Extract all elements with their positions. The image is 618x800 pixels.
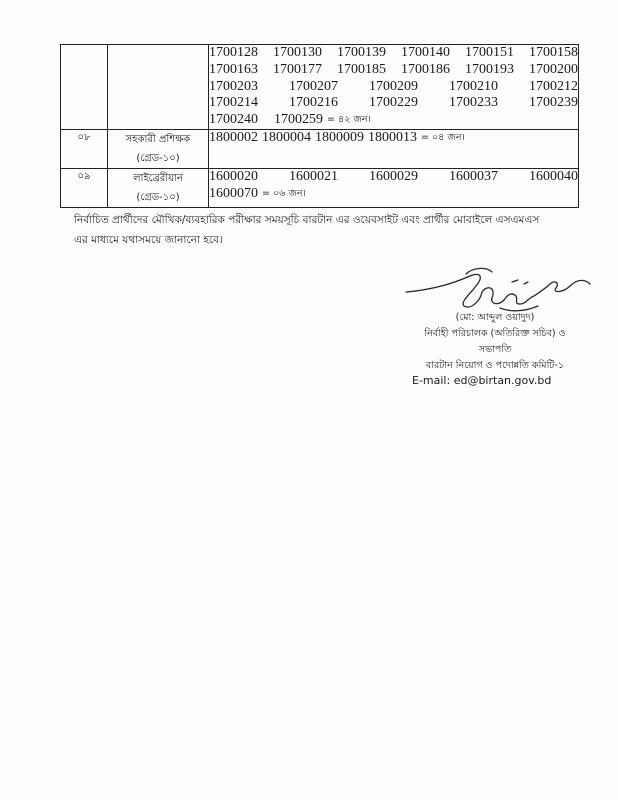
post-cell bbox=[108, 168, 209, 207]
post-name: লাইব্রেরীয়ান bbox=[133, 172, 183, 184]
candidate-total: = ০৪ জন। bbox=[421, 131, 465, 143]
post-cell bbox=[108, 45, 209, 130]
signatory-name: (মো: আব্দুল ওয়াদুদ) bbox=[455, 312, 535, 323]
roll-number: 1600020 bbox=[209, 168, 258, 184]
roll-number: 1700151 bbox=[465, 45, 514, 60]
post-cell bbox=[108, 129, 209, 168]
signatory-committee: বারটান নিয়োগ ও পদোন্নতি কমিটি-১ bbox=[425, 360, 565, 371]
roll-line bbox=[209, 62, 578, 79]
candidate-total: = ৪২ জন। bbox=[327, 114, 371, 126]
roll-numbers-cell bbox=[209, 129, 579, 168]
result-table bbox=[60, 44, 579, 208]
signatory-block bbox=[380, 310, 610, 374]
roll-number: 1600040 bbox=[529, 168, 578, 184]
roll-line bbox=[209, 130, 578, 147]
roll-line bbox=[209, 169, 578, 186]
roll-number: 1700163 bbox=[209, 61, 258, 77]
roll-number: 1700139 bbox=[337, 45, 386, 60]
roll-line bbox=[209, 45, 578, 62]
roll-number: 1600070 bbox=[209, 185, 258, 201]
roll-number: 1700210 bbox=[449, 78, 498, 94]
roll-line bbox=[209, 112, 578, 129]
post-name: সহকারী প্রশিক্ষক bbox=[125, 133, 191, 145]
table-row bbox=[61, 129, 579, 168]
roll-number: 1700239 bbox=[529, 95, 578, 111]
roll-line bbox=[209, 95, 578, 112]
serial-cell: ০৯ bbox=[61, 168, 108, 207]
roll-number: 1700207 bbox=[289, 78, 338, 94]
roll-number: 1700177 bbox=[273, 61, 322, 77]
roll-number: 1700216 bbox=[289, 95, 338, 111]
post-grade: (গ্রেড-১০) bbox=[136, 152, 180, 164]
roll-number: 1800009 bbox=[315, 129, 364, 145]
roll-number: 1800002 bbox=[209, 129, 258, 145]
roll-line bbox=[209, 79, 578, 96]
roll-line bbox=[209, 186, 578, 203]
roll-number: 1600021 bbox=[289, 168, 338, 184]
roll-number: 1700229 bbox=[369, 95, 418, 111]
roll-number: 1700214 bbox=[209, 95, 258, 111]
roll-number: 1700259 bbox=[274, 112, 323, 128]
roll-number: 1700193 bbox=[465, 61, 514, 77]
roll-number: 1700212 bbox=[529, 78, 578, 94]
roll-number: 1800013 bbox=[368, 129, 417, 145]
roll-number: 1700128 bbox=[209, 45, 258, 60]
signatory-email: E-mail: ed@birtan.gov.bd bbox=[412, 374, 552, 387]
roll-number: 1700209 bbox=[369, 78, 418, 94]
roll-number: 1700186 bbox=[401, 61, 450, 77]
roll-number: 1700130 bbox=[273, 45, 322, 60]
roll-number: 1700240 bbox=[209, 112, 258, 128]
roll-number: 1600037 bbox=[449, 168, 498, 184]
table-row bbox=[61, 168, 579, 207]
roll-number: 1700200 bbox=[529, 61, 578, 77]
roll-numbers-cell bbox=[209, 45, 579, 130]
roll-number: 1700185 bbox=[337, 61, 386, 77]
roll-number: 1600029 bbox=[369, 168, 418, 184]
roll-number: 1800004 bbox=[262, 129, 311, 145]
candidate-total: = ০৬ জন। bbox=[262, 187, 306, 199]
post-grade: (গ্রেড-১০) bbox=[136, 191, 180, 203]
signatory-role: সভাপতি bbox=[478, 344, 512, 355]
serial-cell bbox=[61, 45, 108, 130]
roll-number: 1700233 bbox=[449, 95, 498, 111]
signatory-designation: নির্বাহী পরিচালক (অতিরিক্ত সচিব) ও bbox=[424, 328, 566, 339]
exam-schedule-note bbox=[74, 210, 584, 250]
note-line: এর মাধ্যমে যথাসময়ে জানানো হবে। bbox=[74, 234, 223, 246]
roll-number: 1700158 bbox=[529, 45, 578, 60]
note-line: নির্বাচিত প্রার্থীদের মৌখিক/ব্যবহারিক পরীক্ষার সময়সূচি বারটান এর ওয়েবসাইট এবং প্রার্থীর মোবাইলে এসএমএস bbox=[74, 214, 540, 226]
serial-cell: ০৮ bbox=[61, 129, 108, 168]
roll-numbers-cell bbox=[209, 168, 579, 207]
roll-number: 1700203 bbox=[209, 78, 258, 94]
roll-number: 1700140 bbox=[401, 45, 450, 60]
table-row bbox=[61, 45, 579, 130]
